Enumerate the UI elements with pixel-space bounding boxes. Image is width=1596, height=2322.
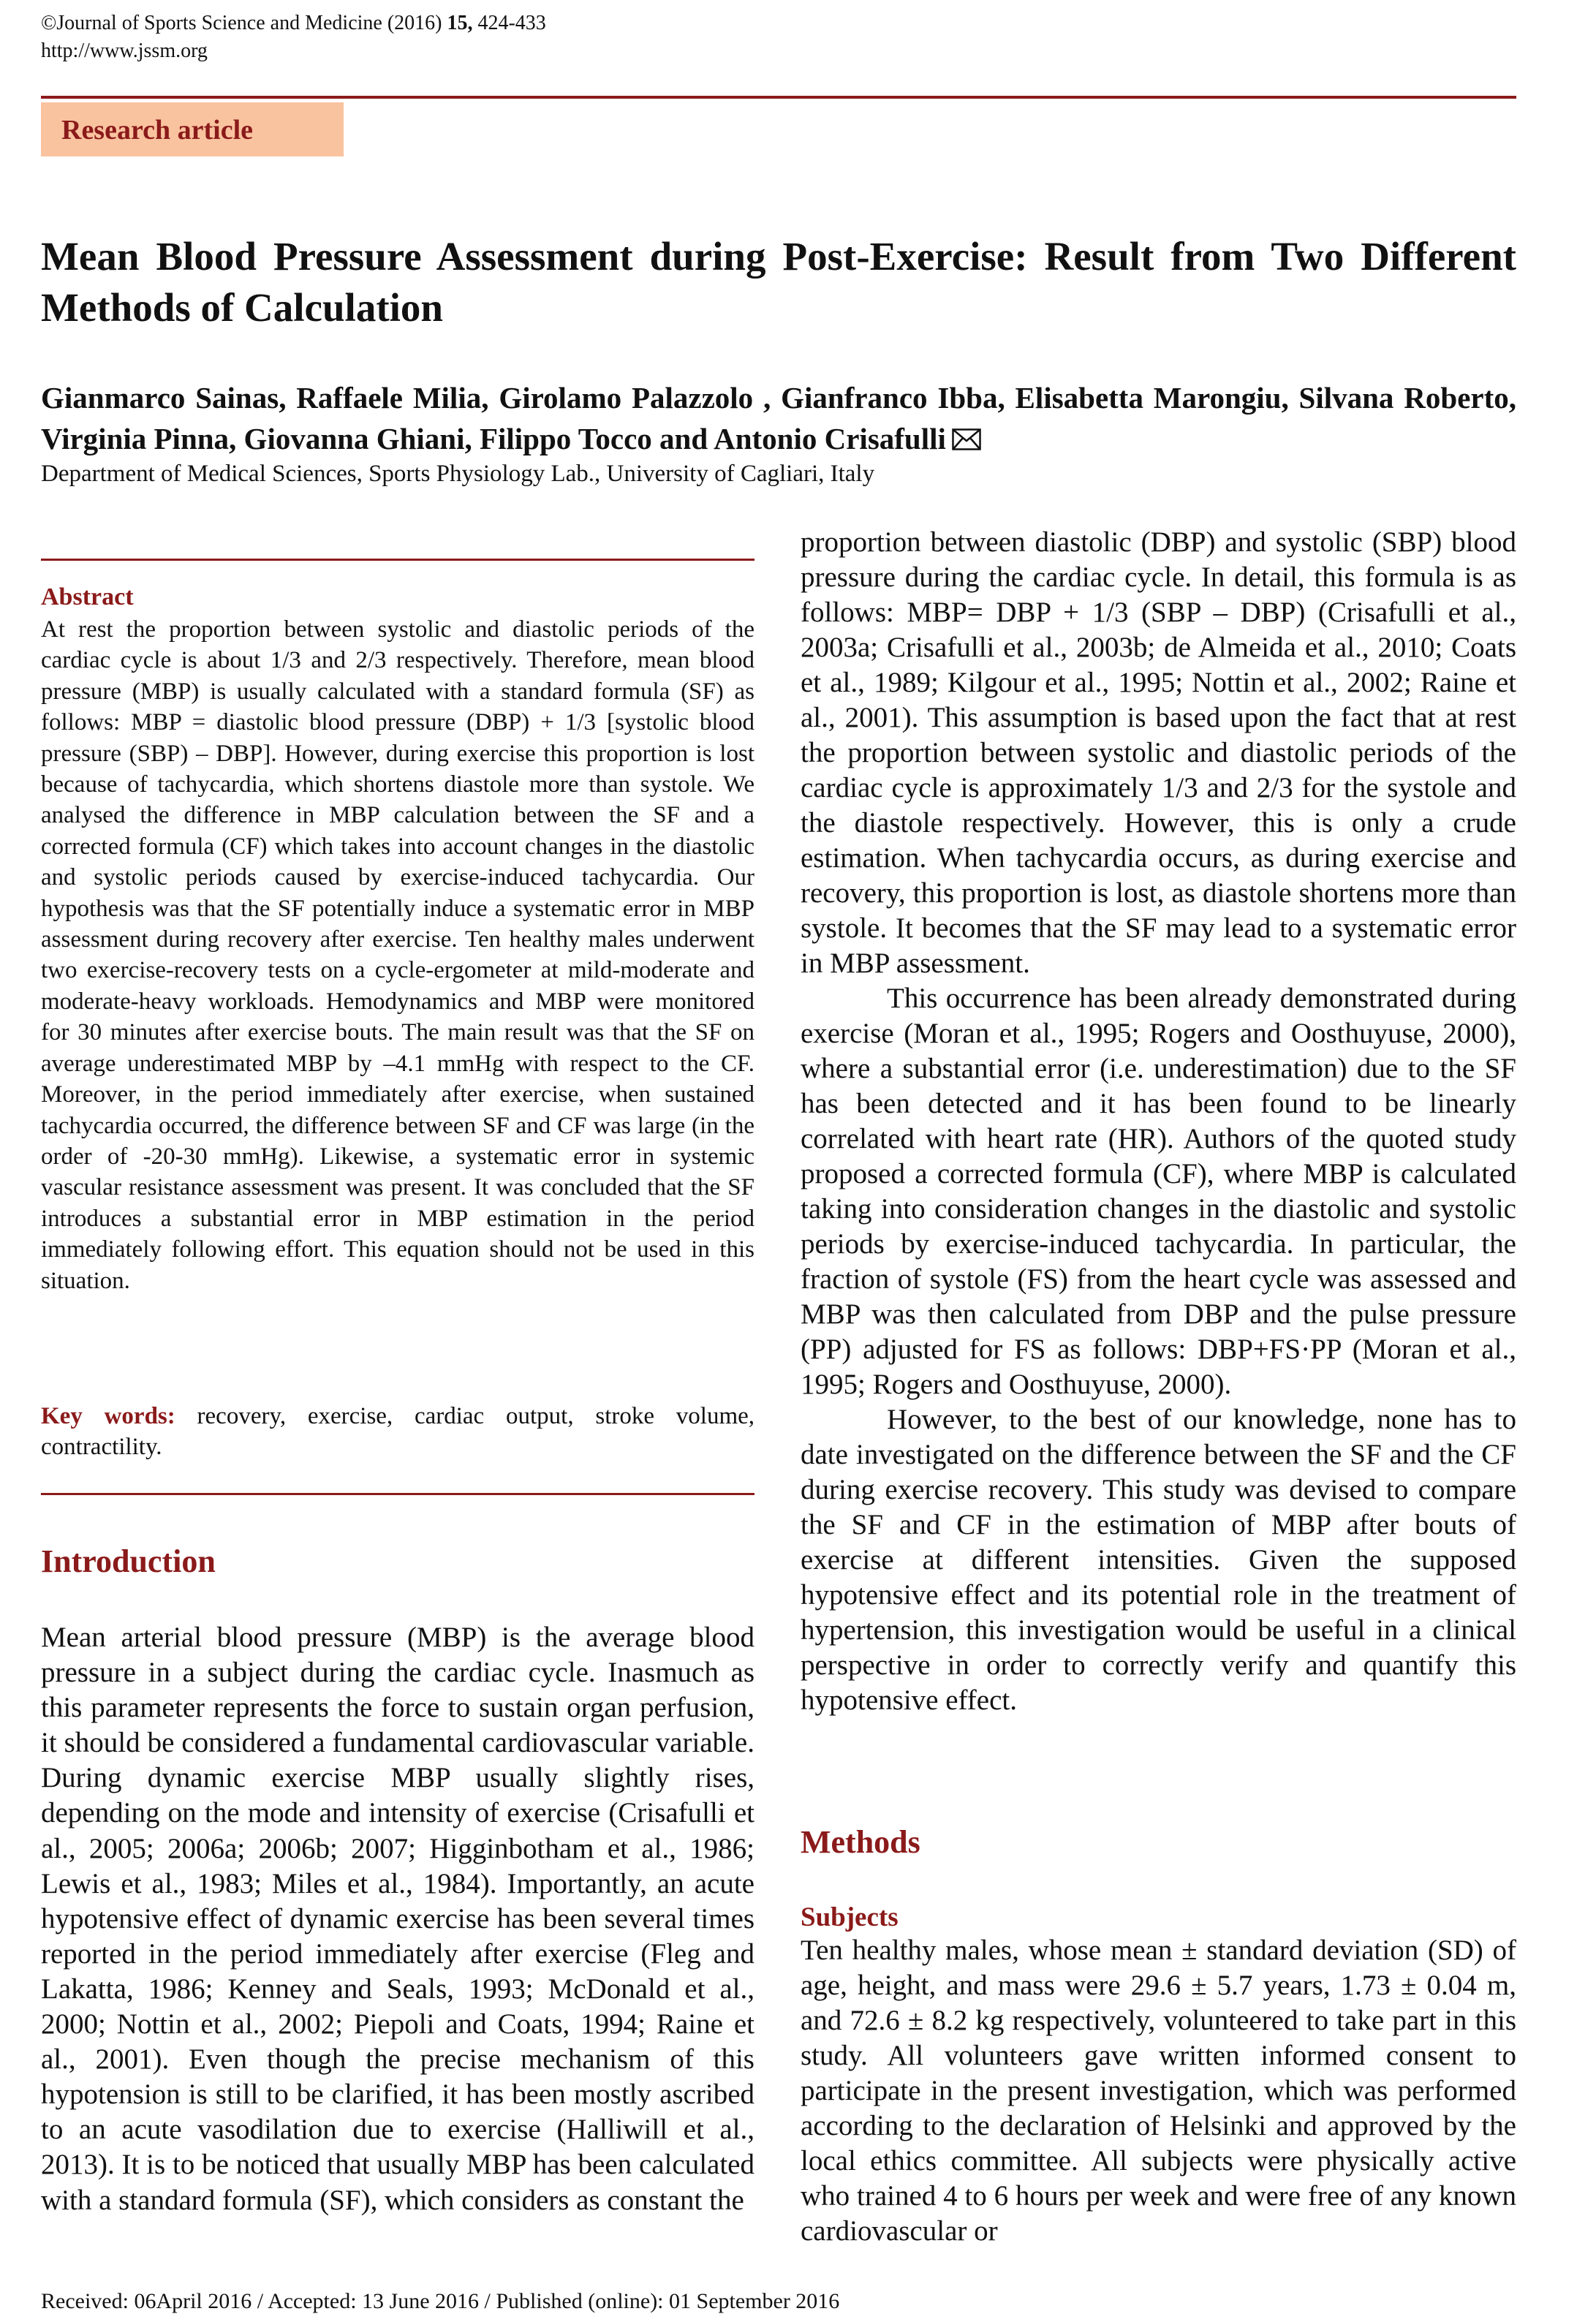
author-list [41,377,1516,459]
publication-dates: Received: 06April 2016 / Accepted: 13 June 2016 / Published (online): 01 September 2016 [41,2289,840,2313]
introduction-paragraph-2: This occurrence has been already demonstrated during exercise (Moran et al., 1995; Rogers and Oosthuyuse, 2000), where a substantial error (i.e. underestimation) due to the SF has been detected and it has been found to be linearly correlated with heart rate (HR). Authors of the quoted study proposed a corrected formula (CF), where MBP is calculated taking into consideration changes in the diastolic and systolic periods by exercise-induced tachycardia. In particular, the fraction of systole (FS) from the heart cycle was assessed and MBP was then calculated from DBP and the pulse pressure (PP) adjusted for FS as follows: DBP+FS·PP (Moran et al., 1995; Rogers and Oosthuyuse, 2000). [801,983,1516,1400]
keywords-text: recovery, exercise, cardiac output, stroke volume, contractility. [41,1403,755,1460]
abstract-top-rule [41,559,754,561]
author-names: Gianmarco Sainas, Raffaele Milia, Girolamo Palazzolo , Gianfranco Ibba, Elisabetta Marongiu, Silvana Roberto, Virginia Pinna, Giovanna Ghiani, Filippo Tocco and Antonio Crisafulli [41,381,1516,455]
introduction-paragraph-3: However, to the best of our knowledge, none has to date investigated on the difference between the SF and the CF during exercise recovery. This study was devised to compare the SF and CF in the estimation of MBP after bouts of exercise at different intensities. Given the supposed hypotensive effect and its potential role in the treatment of hypertension, this investigation would be useful in a clinical perspective in order to correctly verify and quantify this hypotensive effect. [801,1404,1516,1716]
subjects-paragraph: Ten healthy males, whose mean ± standard deviation (SD) of age, height, and mass were 29.6 ± 5.7 years, 1.73 ± 0.04 m, and 72.6 ± 8.2 kg respectively, volunteered to take part in this study. All volunteers gave written informed consent to participate in the present investigation, which was performed according to the declaration of Helsinki and approved by the local ethics committee. All subjects were physically active who trained 4 to 6 hours per week and were free of any known cardiovascular or [801,1935,1516,2247]
header-divider [41,96,1516,99]
introduction-heading: Introduction [41,1543,216,1579]
introduction-paragraph-1-continued: proportion between diastolic (DBP) and systolic (SBP) blood pressure during the cardiac cycle. In detail, this formula is as follows: MBP= DBP + 1/3 (SBP – DBP) (Crisafulli et al., 2003a; Crisafulli et al., 2003b; de Almeida et al., 2010; Coats et al., 1989; Kilgour et al., 1995; Nottin et al., 2002; Raine et al., 2001). This assumption is based upon the fact that at rest the proportion between systolic and diastolic periods of the cardiac cycle is approximately 1/3 and 2/3 for the systole and the diastole respectively. However, this is only a crude estimation. When tachycardia occurs, as during exercise and recovery, this proportion is lost, as diastole shortens more than systole. It becomes that the SF may lead to a systematic error in MBP assessment. [801,526,1516,979]
right-column-text [801,525,1516,1718]
abstract-bottom-rule [41,1493,754,1495]
affiliation: Department of Medical Sciences, Sports Physiology Lab., University of Cagliari, Italy [41,461,875,487]
article-type-label: Research article [61,115,254,145]
methods-heading: Methods [801,1824,920,1860]
abstract-text: At rest the proportion between systolic and diastolic periods of the cardiac cycle is about 1/3 and 2/3 respectively. Therefore, mean blood pressure (MBP) is usually calculated with a standard formula (SF) as follows: MBP = diastolic blood pressure (DBP) + 1/3 [systolic blood pressure (SBP) – DBP]. However, during exercise this proportion is lost because of tachycardia, which shortens diastole more than systole. We analysed the difference in MBP calculation between the SF and a corrected formula (CF) which takes into account changes in the diastolic and systolic periods caused by exercise-induced tachycardia. Our hypothesis was that the SF potentially induce a systematic error in MBP assessment during recovery after exercise. Ten healthy males underwent two exercise-recovery tests on a cycle-ergometer at mild-moderate and moderate-heavy workloads. Hemodynamics and MBP were monitored for 30 minutes after exercise bouts. The main result was that the SF on average underestimated MBP by –4.1 mmHg with respect to the CF. Moreover, in the period immediately after exercise, when sustained tachycardia occurred, the difference between SF and CF was large (in the order of -20-30 mmHg). Likewise, a systematic error in systemic vascular resistance assessment was present. It was concluded that the SF introduces a substantial error in MBP estimation in the period immediately following effort. This equation should not be used in this situation. [41,616,754,1294]
paper-title: Mean Blood Pressure Assessment during Post-Exercise: Result from Two Different Methods of Calculation [41,234,1516,330]
subjects-heading: Subjects [801,1902,899,1932]
envelope-icon[interactable] [952,420,981,442]
keywords [41,1401,754,1462]
abstract-heading: Abstract [41,583,134,610]
journal-volume: 15, [447,12,473,34]
journal-citation [41,10,546,37]
keywords-label: Key words: [41,1403,175,1429]
journal-name: ©Journal of Sports Science and Medicine (2016) [41,12,447,34]
introduction-paragraph-1: Mean arterial blood pressure (MBP) is the average blood pressure in a subject during the cardiac cycle. Inasmuch as this parameter represents the force to sustain organ perfusion, it should be considered a fundamental cardiovascular variable. During dynamic exercise MBP usually slightly rises, depending on the mode and intensity of exercise (Crisafulli et al., 2005; 2006a; 2006b; 2007; Higginbotham et al., 1986; Lewis et al., 1983; Miles et al., 1984). Importantly, an acute hypotensive effect of dynamic exercise has been several times reported in the period immediately after exercise (Fleg and Lakatta, 1986; Kenney and Seals, 1993; McDonald et al., 2000; Nottin et al., 2002; Piepoli and Coats, 1994; Raine et al., 2001). Even though the precise mechanism of this hypotension is still to be clarified, it has been mostly ascribed to an acute vasodilation due to exercise (Halliwill et al., 2013). It is to be noticed that usually MBP has been calculated with a standard formula (SF), which considers as constant the [41,1622,754,2216]
journal-url[interactable]: http://www.jssm.org [41,39,208,62]
journal-pages: 424-433 [472,12,546,34]
